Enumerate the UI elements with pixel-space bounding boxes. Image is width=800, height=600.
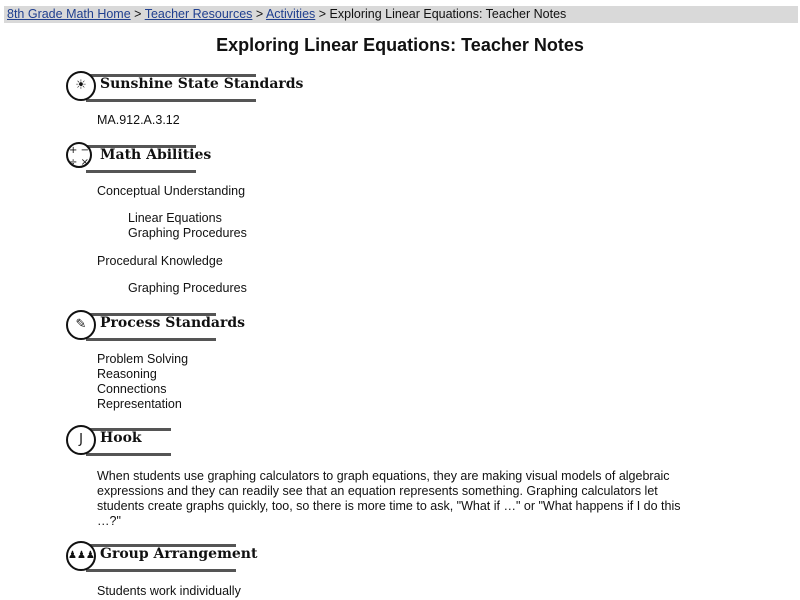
section-heading: Sunshine State Standards — [100, 76, 304, 92]
process-item: Problem Solving — [97, 352, 189, 366]
process-icon: ✎ — [66, 310, 96, 340]
breadcrumb-separator: > — [315, 7, 330, 21]
standard-code: MA.912.A.3.12 — [97, 113, 180, 127]
section-group-header — [66, 541, 266, 571]
ability-category: Procedural Knowledge — [97, 254, 223, 268]
sun-icon: ☀ — [66, 71, 96, 101]
hook-icon: J — [66, 425, 96, 455]
math-operations-icon: + − ÷ × — [66, 142, 92, 168]
ability-category: Conceptual Understanding — [97, 184, 246, 198]
breadcrumb-separator: > — [130, 7, 145, 21]
process-item: Connections — [97, 382, 167, 396]
page-title: Exploring Linear Equations: Teacher Notes — [216, 35, 584, 55]
hook-text: When students use graphing calculators to graph equations, they are making visual models of algebraic expressions and they can readily see that an equation represents something. Graphing calculators let students create graphs quickly, too, so there is more time to ask, "What if …" or "What happens if I do this …?" — [97, 469, 681, 528]
section-process-header — [66, 310, 266, 340]
group-text: Students work individually — [97, 584, 241, 598]
ability-item: Graphing Procedures — [128, 281, 247, 295]
section-heading: Hook — [100, 430, 142, 446]
section-abilities-header — [66, 142, 266, 172]
ability-item: Graphing Procedures — [128, 226, 247, 240]
process-item: Reasoning — [97, 367, 157, 381]
breadcrumb-link-activities[interactable]: Activities — [265, 7, 316, 21]
section-heading: Math Abilities — [100, 147, 212, 163]
section-heading: Process Standards — [100, 315, 246, 331]
section-standards-header — [66, 71, 304, 101]
section-heading: Group Arrangement — [100, 546, 258, 562]
breadcrumb — [4, 6, 798, 23]
breadcrumb-current: Exploring Linear Equations: Teacher Notes — [329, 7, 567, 21]
breadcrumb-separator: > — [252, 7, 266, 21]
ability-item: Linear Equations — [128, 211, 222, 225]
process-item: Representation — [97, 397, 182, 411]
section-hook-header — [66, 425, 266, 455]
people-icon: ♟♟♟ — [66, 541, 96, 571]
breadcrumb-link-home[interactable]: 8th Grade Math Home — [7, 7, 131, 21]
breadcrumb-link-teacher-resources[interactable]: Teacher Resources — [144, 7, 253, 21]
